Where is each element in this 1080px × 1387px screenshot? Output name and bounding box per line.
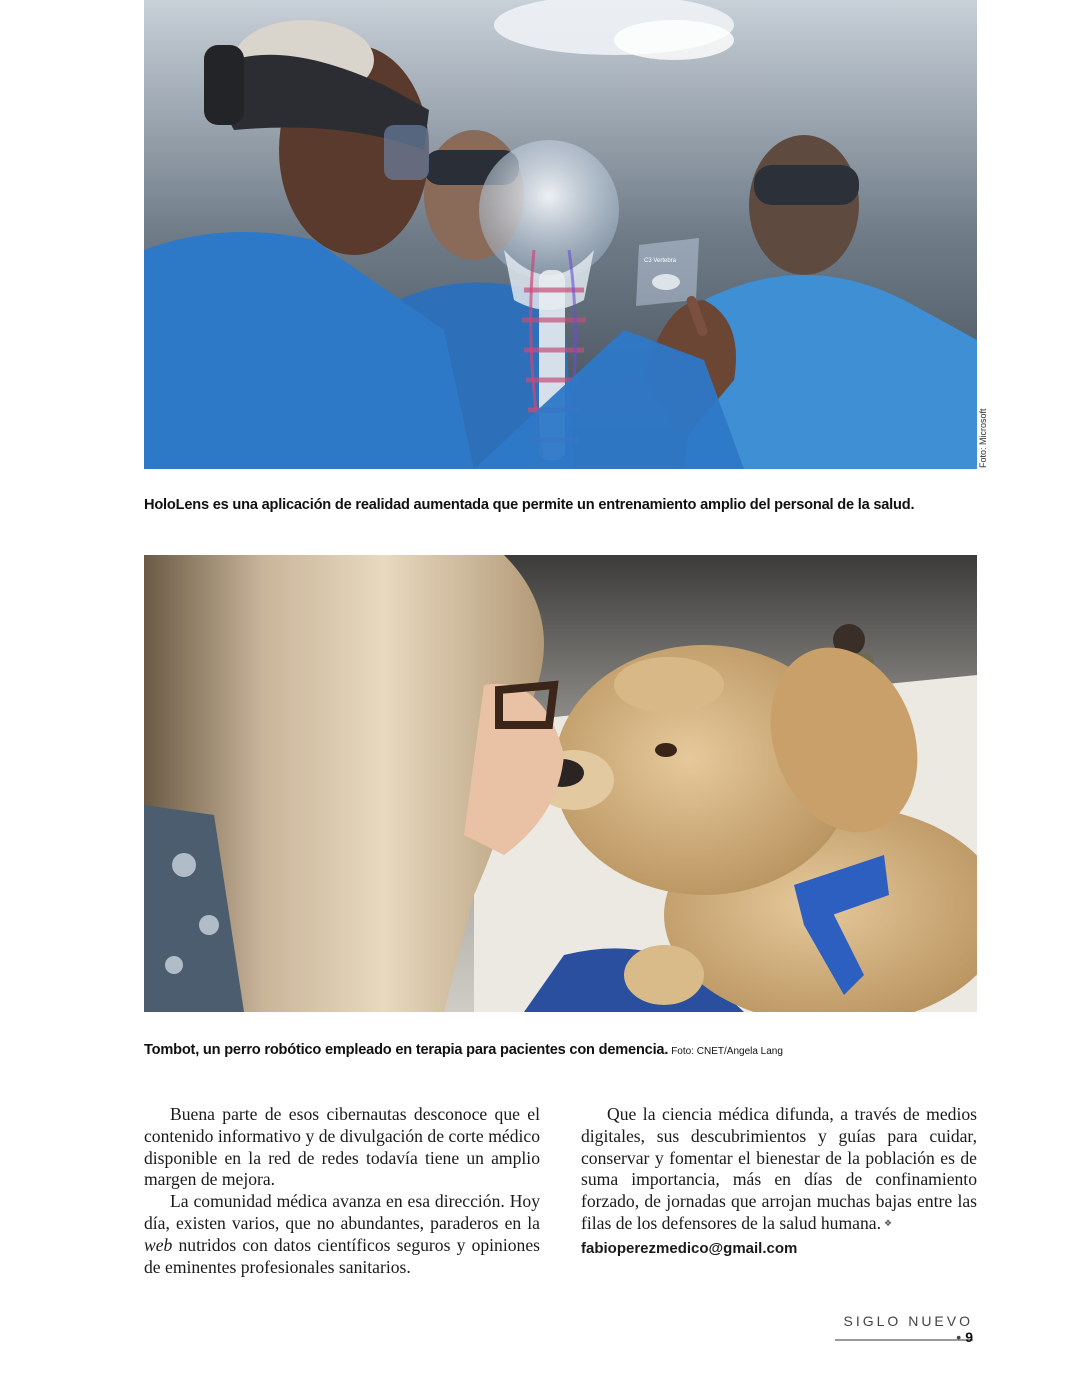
hololens-photo bbox=[144, 0, 977, 469]
hologram-panel-label: C3 Vertebra bbox=[644, 258, 677, 264]
magazine-name: SIGLO NUEVO bbox=[843, 1313, 973, 1329]
paragraph-text: La comunidad médica avanza en esa dirección. Hoy día, existen varios, que no abundantes, paraderos en la bbox=[144, 1191, 540, 1233]
page-footer bbox=[835, 1313, 973, 1345]
body-column-right bbox=[581, 1104, 977, 1260]
photo-credit-vertical: Foto: Microsoft bbox=[978, 408, 988, 468]
caption-text: Tombot, un perro robótico empleado en terapia para pacientes con demencia. bbox=[144, 1042, 669, 1058]
paragraph bbox=[581, 1104, 977, 1236]
body-column-left bbox=[144, 1104, 540, 1278]
paragraph-text: nutridos con datos científicos seguros y opiniones de eminentes profesionales sanitarios. bbox=[144, 1234, 540, 1277]
photo-credit-inline: Foto: CNET/Angela Lang bbox=[671, 1046, 783, 1057]
paragraph bbox=[144, 1191, 540, 1278]
page-number: 9 bbox=[965, 1329, 973, 1345]
photo-caption-hololens: HoloLens es una aplicación de realidad aumentada que permite un entrenamiento amplio del personal de la salud. bbox=[144, 497, 915, 513]
end-of-article-icon: ❖ bbox=[883, 1218, 893, 1229]
footer-separator: • bbox=[956, 1329, 962, 1345]
emphasis-web: web bbox=[144, 1234, 173, 1255]
tombot-photo bbox=[144, 555, 977, 1012]
paragraph-text: Que la ciencia médica difunda, a través de medios digitales, sus descubrimientos y guías para cuidar, conservar y fomentar el bienestar de la población es de suma importancia, más en días de confinamiento forzado, de jornadas que arrojan muchas bajas entre las filas de los defensores de la salud humana. bbox=[581, 1104, 977, 1233]
author-email: fabioperezmedico@gmail.com bbox=[581, 1239, 798, 1257]
photo-caption-tombot bbox=[144, 1042, 994, 1058]
paragraph: Buena parte de esos cibernautas desconoce que el contenido informativo y de divulgación de corte médico disponible en la red de redes todavía tiene un amplio margen de mejora. bbox=[144, 1104, 540, 1190]
